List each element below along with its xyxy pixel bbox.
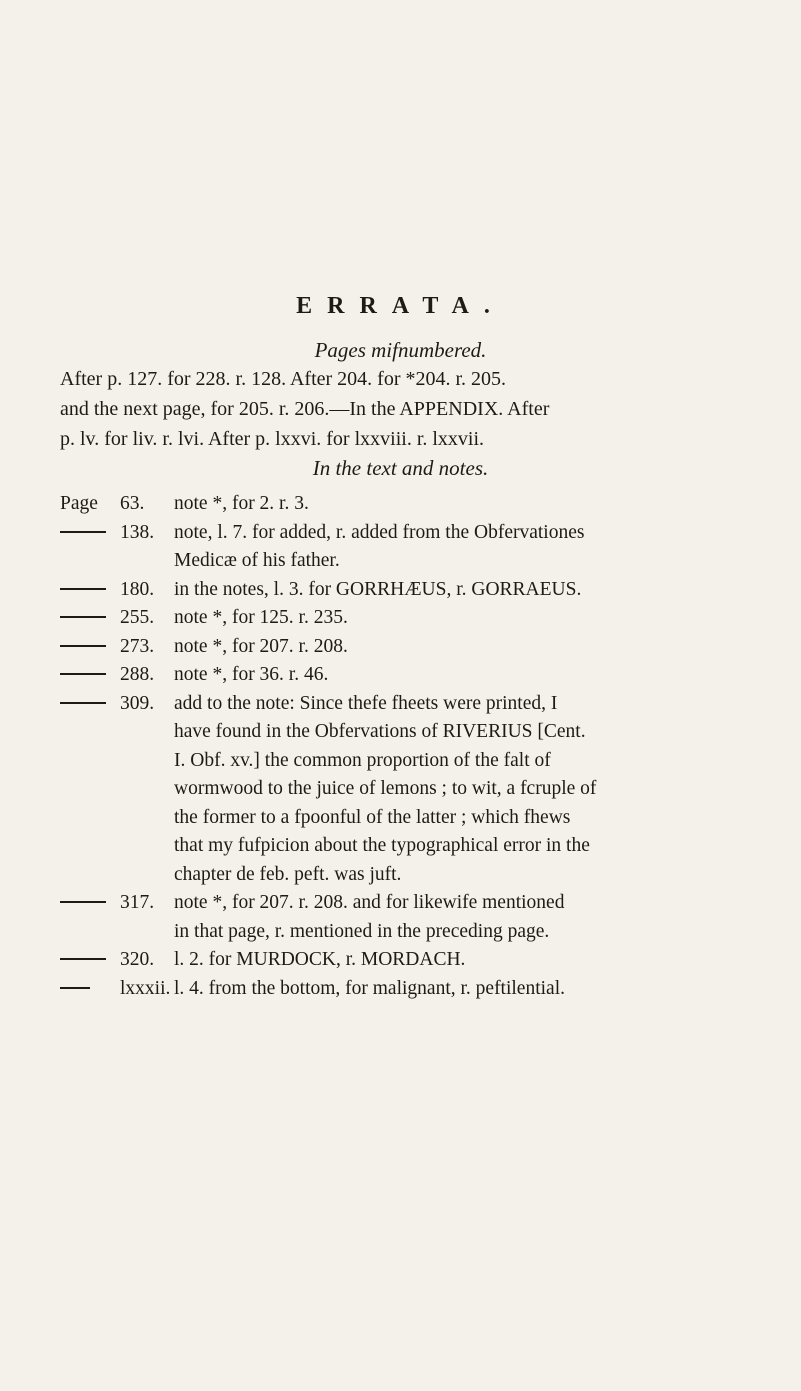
page-number: 138.	[120, 521, 155, 543]
errata-title: ERRATA.	[296, 293, 505, 319]
ditto-dash	[60, 645, 106, 647]
mis-line: After p. 127. for 228. r. 128. After 204. for *204. r. 205.	[60, 368, 507, 390]
entry-line: note *, for 207. r. 208. and for likewife mentioned	[174, 892, 565, 913]
entry-line: l. 2. for MURDOCK, r. MORDACH.	[174, 949, 466, 970]
errata-entries	[60, 490, 780, 1003]
errata-entry	[60, 690, 780, 890]
entry-line: in that page, r. mentioned in the preceding page.	[174, 920, 550, 942]
text-notes-heading: In the text and notes.	[312, 456, 489, 480]
entry-line: the former to a fpoonful of the latter ; which fhews	[174, 806, 571, 828]
ditto-dash	[60, 901, 106, 903]
entry-line: chapter de feb. peft. was juft.	[174, 863, 402, 885]
errata-entry	[60, 975, 780, 1004]
ditto-dash	[60, 673, 106, 675]
ditto-dash	[60, 616, 106, 618]
page-number: 255.	[120, 607, 155, 628]
page-number: 180.	[120, 578, 155, 600]
ditto-dash	[60, 588, 106, 590]
entry-line: in the notes, l. 3. for GORRHÆUS, r. GORRAEUS.	[174, 578, 582, 600]
page-number: 317.	[120, 892, 155, 913]
mis-numbered-heading: Pages mifnumbered.	[314, 338, 487, 362]
page-number: 309.	[120, 692, 155, 714]
mis-numbered-paragraph	[60, 364, 760, 454]
errata-entry	[60, 519, 780, 576]
errata-entry	[60, 490, 780, 519]
ditto-dash	[60, 531, 106, 533]
errata-entry	[60, 661, 780, 690]
errata-entry	[60, 576, 780, 605]
page-number: lxxxii.	[120, 977, 171, 999]
entry-line: note, l. 7. for added, r. added from the Obfervationes	[174, 521, 585, 543]
entry-line: l. 4. from the bottom, for malignant, r. peftilential.	[174, 977, 565, 999]
mis-line: p. lv. for liv. r. lvi. After p. lxxvi. for lxxviii. r. lxxvii.	[60, 428, 485, 450]
entry-line: wormwood to the juice of lemons ; to wit, a fcruple of	[174, 778, 597, 799]
errata-entry	[60, 889, 780, 946]
page-number: 288.	[120, 664, 155, 685]
entry-line: I. Obf. xv.] the common proportion of the falt of	[174, 749, 551, 771]
entry-line: add to the note: Since thefe fheets were printed, I	[174, 692, 558, 714]
page-number: 273.	[120, 635, 155, 657]
entry-line: have found in the Obfervations of RIVERIUS [Cent.	[174, 721, 586, 742]
entry-line: Medicæ of his father.	[174, 550, 340, 571]
errata-entry	[60, 633, 780, 662]
entry-line: note *, for 207. r. 208.	[174, 635, 348, 657]
page-number: 320.	[120, 949, 155, 970]
errata-entry	[60, 604, 780, 633]
ditto-dash	[60, 987, 90, 989]
entry-line: note *, for 125. r. 235.	[174, 607, 348, 628]
entry-line: that my fufpicion about the typographical error in the	[174, 835, 590, 856]
errata-entry	[60, 946, 780, 975]
mis-line: and the next page, for 205. r. 206.—In the APPENDIX. After	[60, 398, 550, 420]
entry-line: note *, for 2. r. 3.	[174, 493, 309, 514]
entry-line: note *, for 36. r. 46.	[174, 664, 329, 685]
page-label: Page	[60, 493, 98, 514]
page-number: 63.	[120, 493, 145, 514]
ditto-dash	[60, 702, 106, 704]
ditto-dash	[60, 958, 106, 960]
